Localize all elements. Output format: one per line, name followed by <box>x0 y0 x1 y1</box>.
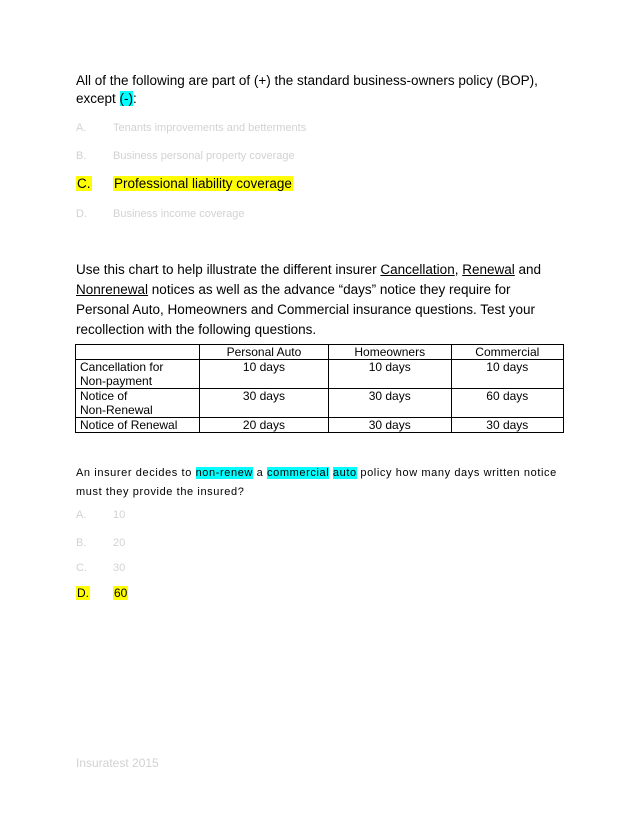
question1-option-a <box>76 122 306 134</box>
row-label-line: Notice of <box>80 389 128 403</box>
table-header-cell: Personal Auto <box>200 345 329 360</box>
question2-text: policy how many days written notice must they provide the insured? <box>76 467 557 498</box>
row-label-line: Notice of Renewal <box>80 418 178 432</box>
question2-text: An insurer decides to <box>76 467 196 479</box>
option-letter-wrap <box>76 176 113 191</box>
intro-text: notices as well as the advance “days” notice they require for Personal Auto, Homeowners and Commercial insurance questions. Test your recollection with the following questions. <box>76 282 535 337</box>
table-cell: 20 days <box>200 418 329 433</box>
question1-option-c-correct <box>76 176 293 191</box>
nonrenewal-term: Nonrenewal <box>76 282 149 297</box>
table-cell: 30 days <box>451 418 563 433</box>
question2-stem <box>76 464 576 502</box>
option-text: Tenants improvements and betterments <box>113 122 307 134</box>
table-cell: 30 days <box>200 389 329 418</box>
table-header-cell: Commercial <box>451 345 563 360</box>
question1-text: All of the following are part of (+) the standard business-owners policy (BOP), except <box>76 73 538 106</box>
table-cell: 30 days <box>328 418 451 433</box>
table-row <box>76 360 564 389</box>
highlight-commercial: commercial <box>267 467 330 479</box>
option-text: 30 <box>113 562 126 574</box>
footer-text: Insuratest 2015 <box>76 756 159 770</box>
renewal-term: Renewal <box>462 262 515 277</box>
option-letter: D. <box>77 586 89 600</box>
question1-colon: : <box>133 91 137 106</box>
option-text: Business income coverage <box>113 208 245 220</box>
question1-option-d <box>76 208 244 220</box>
except-marker: (-) <box>119 91 134 106</box>
row-label <box>76 389 200 418</box>
intro-text: Use this chart to help illustrate the different insurer <box>76 262 381 277</box>
option-text: Business personal property coverage <box>113 150 295 162</box>
highlight-non-renew: non-renew <box>195 467 253 479</box>
row-label <box>76 360 200 389</box>
table-row <box>76 418 564 433</box>
option-text: 60 <box>114 586 128 600</box>
table-cell: 60 days <box>451 389 563 418</box>
option-letter: B. <box>76 537 87 549</box>
option-letter: A. <box>76 122 87 134</box>
table-header-cell <box>76 345 200 360</box>
row-label <box>76 418 200 433</box>
notice-days-table <box>75 344 564 433</box>
option-letter-wrap <box>76 586 113 600</box>
option-letter: C. <box>77 176 91 191</box>
intro-text: , <box>454 262 463 277</box>
highlight-auto: auto <box>332 467 357 479</box>
row-label-line: Non-Renewal <box>80 403 153 417</box>
option-letter: D. <box>76 208 87 220</box>
table-row <box>76 389 564 418</box>
table-header-cell: Homeowners <box>328 345 451 360</box>
question1-option-b <box>76 150 295 162</box>
question2-option-a <box>76 509 125 521</box>
table-cell: 10 days <box>328 360 451 389</box>
option-text: 20 <box>113 537 126 549</box>
chart-intro-paragraph <box>76 260 556 340</box>
question2-text: a <box>252 467 268 479</box>
cancellation-term: Cancellation <box>380 262 455 277</box>
row-label-line: Cancellation for <box>80 360 164 374</box>
question1-stem <box>76 72 556 108</box>
option-letter: B. <box>76 150 87 162</box>
table-cell: 10 days <box>200 360 329 389</box>
question2-option-c <box>76 562 125 574</box>
table-cell: 10 days <box>451 360 563 389</box>
option-text: 10 <box>113 509 126 521</box>
option-text: Professional liability coverage <box>114 176 292 191</box>
option-letter: A. <box>76 509 87 521</box>
table-cell: 30 days <box>328 389 451 418</box>
table-header-row <box>76 345 564 360</box>
question2-option-d-correct <box>76 586 128 600</box>
intro-text: and <box>514 262 542 277</box>
option-letter: C. <box>76 562 87 574</box>
question2-option-b <box>76 537 125 549</box>
row-label-line: Non-payment <box>80 374 153 388</box>
